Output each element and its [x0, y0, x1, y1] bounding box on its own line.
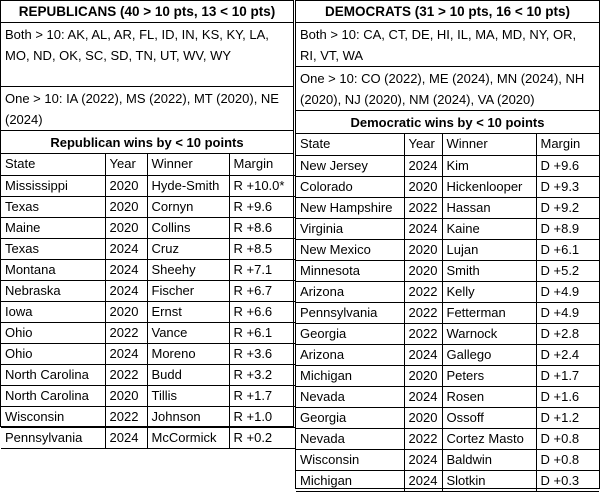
table-row [296, 365, 599, 386]
cell-winner: Cortez Masto [442, 428, 536, 449]
cell-margin: D +0.8 [536, 449, 599, 470]
table-row [296, 281, 599, 302]
cell-winner: McCormick [147, 427, 229, 448]
cell-margin: D +8.9 [536, 218, 599, 239]
republicans-header: REPUBLICANS (40 > 10 pts, 13 < 10 pts) [1, 1, 293, 23]
cell-state: Ohio [1, 343, 105, 364]
cell-year: 2022 [105, 322, 147, 343]
republicans-both-over-10: Both > 10: AK, AL, AR, FL, ID, IN, KS, KY, LA, MO, ND, OK, SC, SD, TN, UT, WV, WY [1, 23, 293, 87]
cell-margin: D +9.3 [536, 176, 599, 197]
cell-state: Ohio [1, 322, 105, 343]
cell-year: 2024 [404, 470, 442, 491]
cell-year: 2020 [404, 260, 442, 281]
cell-margin: R +9.6 [229, 196, 295, 217]
column-header-margin: Margin [536, 134, 599, 155]
cell-margin: R +7.1 [229, 259, 295, 280]
table-row [1, 343, 295, 364]
cell-margin: D +0.8 [536, 428, 599, 449]
cell-state: Mississippi [1, 175, 105, 196]
republicans-panel [0, 0, 294, 445]
table-row [1, 280, 295, 301]
cell-year: 2022 [105, 364, 147, 385]
cell-year: 2020 [404, 407, 442, 428]
cell-year: 2024 [105, 343, 147, 364]
cell-state: Texas [1, 238, 105, 259]
cell-winner: Hyde-Smith [147, 175, 229, 196]
table-row [296, 260, 599, 281]
cell-margin: D +2.8 [536, 323, 599, 344]
table-row [296, 218, 599, 239]
cell-winner: Gallego [442, 344, 536, 365]
table-row [1, 301, 295, 322]
cell-state: Montana [1, 259, 105, 280]
cell-margin: R +3.6 [229, 343, 295, 364]
cell-year: 2020 [105, 217, 147, 238]
cell-winner: Ernst [147, 301, 229, 322]
cell-margin: D +2.4 [536, 344, 599, 365]
table-row [1, 427, 295, 448]
democrats-one-over-10: One > 10: CO (2022), ME (2024), MN (2024), NH (2020), NJ (2020), NM (2024), VA (2020) [296, 67, 599, 111]
cell-year: 2020 [105, 301, 147, 322]
cell-year: 2022 [404, 323, 442, 344]
cell-winner: Kaine [442, 218, 536, 239]
table-row [1, 217, 295, 238]
cell-margin: D +6.1 [536, 239, 599, 260]
cell-year: 2022 [105, 406, 147, 427]
table-row [1, 196, 295, 217]
cell-margin: R +8.6 [229, 217, 295, 238]
cell-winner: Kelly [442, 281, 536, 302]
cell-year: 2024 [404, 155, 442, 176]
cell-winner: Ossoff [442, 407, 536, 428]
cell-state: Minnesota [296, 260, 404, 281]
cell-year: 2024 [105, 427, 147, 448]
democrats-header: DEMOCRATS (31 > 10 pts, 16 < 10 pts) [296, 1, 599, 23]
cell-state: Georgia [296, 323, 404, 344]
cell-state: Nebraska [1, 280, 105, 301]
table-row [1, 364, 295, 385]
cell-winner: Cornyn [147, 196, 229, 217]
cell-state: Pennsylvania [296, 302, 404, 323]
democrats-panel [295, 0, 600, 489]
cell-state: Arizona [296, 344, 404, 365]
cell-winner: Lujan [442, 239, 536, 260]
democrats-table [296, 134, 599, 492]
cell-state: Iowa [1, 301, 105, 322]
table-row [296, 449, 599, 470]
table-row [296, 470, 599, 491]
cell-winner: Sheehy [147, 259, 229, 280]
cell-year: 2022 [404, 197, 442, 218]
cell-margin: R +0.2 [229, 427, 295, 448]
cell-winner: Collins [147, 217, 229, 238]
cell-margin: D +4.9 [536, 281, 599, 302]
cell-margin: D +9.6 [536, 155, 599, 176]
cell-state: Virginia [296, 218, 404, 239]
cell-winner: Cruz [147, 238, 229, 259]
cell-margin: R +10.0* [229, 175, 295, 196]
column-header-margin: Margin [229, 154, 295, 175]
cell-year: 2024 [404, 386, 442, 407]
cell-year: 2020 [404, 176, 442, 197]
column-header-winner: Winner [147, 154, 229, 175]
democrats-both-over-10: Both > 10: CA, CT, DE, HI, IL, MA, MD, NY, OR, RI, VT, WA [296, 23, 599, 67]
cell-state: Nevada [296, 386, 404, 407]
cell-margin: D +9.2 [536, 197, 599, 218]
cell-winner: Hickenlooper [442, 176, 536, 197]
table-row [296, 344, 599, 365]
cell-state: Wisconsin [1, 406, 105, 427]
cell-state: Pennsylvania [1, 427, 105, 448]
cell-state: Nevada [296, 428, 404, 449]
table-row [1, 175, 295, 196]
table-header-row [296, 134, 599, 155]
cell-state: North Carolina [1, 364, 105, 385]
cell-winner: Johnson [147, 406, 229, 427]
cell-year: 2022 [404, 428, 442, 449]
table-row [296, 386, 599, 407]
cell-margin: D +0.3 [536, 470, 599, 491]
cell-margin: D +1.6 [536, 386, 599, 407]
cell-state: New Mexico [296, 239, 404, 260]
cell-winner: Fischer [147, 280, 229, 301]
cell-year: 2024 [105, 280, 147, 301]
table-row [1, 322, 295, 343]
republicans-subheader: Republican wins by < 10 points [1, 131, 293, 154]
cell-state: Colorado [296, 176, 404, 197]
cell-state: Michigan [296, 365, 404, 386]
cell-state: Wisconsin [296, 449, 404, 470]
table-row [1, 406, 295, 427]
cell-winner: Fetterman [442, 302, 536, 323]
cell-state: New Hampshire [296, 197, 404, 218]
cell-year: 2024 [105, 238, 147, 259]
cell-winner: Slotkin [442, 470, 536, 491]
cell-state: Georgia [296, 407, 404, 428]
cell-margin: R +3.2 [229, 364, 295, 385]
table-row [296, 239, 599, 260]
column-header-winner: Winner [442, 134, 536, 155]
cell-year: 2020 [105, 175, 147, 196]
table-row [1, 259, 295, 280]
cell-year: 2020 [105, 196, 147, 217]
table-row [296, 197, 599, 218]
cell-margin: R +8.5 [229, 238, 295, 259]
cell-state: Michigan [296, 470, 404, 491]
cell-winner: Budd [147, 364, 229, 385]
cell-margin: R +6.6 [229, 301, 295, 322]
cell-margin: R +6.7 [229, 280, 295, 301]
cell-margin: D +1.2 [536, 407, 599, 428]
column-header-year: Year [105, 154, 147, 175]
republicans-table [1, 154, 295, 449]
cell-state: New Jersey [296, 155, 404, 176]
cell-margin: R +1.7 [229, 385, 295, 406]
republicans-one-over-10: One > 10: IA (2022), MS (2022), MT (2020), NE (2024) [1, 87, 293, 131]
cell-winner: Tillis [147, 385, 229, 406]
cell-margin: D +4.9 [536, 302, 599, 323]
table-row [296, 176, 599, 197]
table-row [1, 385, 295, 406]
table-row [296, 155, 599, 176]
cell-state: Maine [1, 217, 105, 238]
cell-state: Arizona [296, 281, 404, 302]
cell-winner: Moreno [147, 343, 229, 364]
table-row [296, 323, 599, 344]
table-row [296, 428, 599, 449]
cell-state: North Carolina [1, 385, 105, 406]
cell-winner: Warnock [442, 323, 536, 344]
table-row [1, 238, 295, 259]
cell-year: 2020 [404, 365, 442, 386]
cell-year: 2024 [404, 344, 442, 365]
column-header-state: State [1, 154, 105, 175]
cell-year: 2020 [105, 385, 147, 406]
table-header-row [1, 154, 295, 175]
cell-winner: Hassan [442, 197, 536, 218]
cell-margin: R +6.1 [229, 322, 295, 343]
cell-winner: Vance [147, 322, 229, 343]
cell-year: 2024 [105, 259, 147, 280]
cell-year: 2024 [404, 449, 442, 470]
cell-year: 2020 [404, 239, 442, 260]
cell-state: Texas [1, 196, 105, 217]
cell-winner: Rosen [442, 386, 536, 407]
cell-margin: R +1.0 [229, 406, 295, 427]
cell-winner: Baldwin [442, 449, 536, 470]
table-row [296, 302, 599, 323]
cell-winner: Kim [442, 155, 536, 176]
democrats-subheader: Democratic wins by < 10 points [296, 111, 599, 134]
table-row [296, 407, 599, 428]
cell-year: 2024 [404, 218, 442, 239]
cell-winner: Peters [442, 365, 536, 386]
cell-year: 2022 [404, 302, 442, 323]
cell-year: 2022 [404, 281, 442, 302]
cell-margin: D +1.7 [536, 365, 599, 386]
column-header-state: State [296, 134, 404, 155]
cell-winner: Smith [442, 260, 536, 281]
column-header-year: Year [404, 134, 442, 155]
cell-margin: D +5.2 [536, 260, 599, 281]
